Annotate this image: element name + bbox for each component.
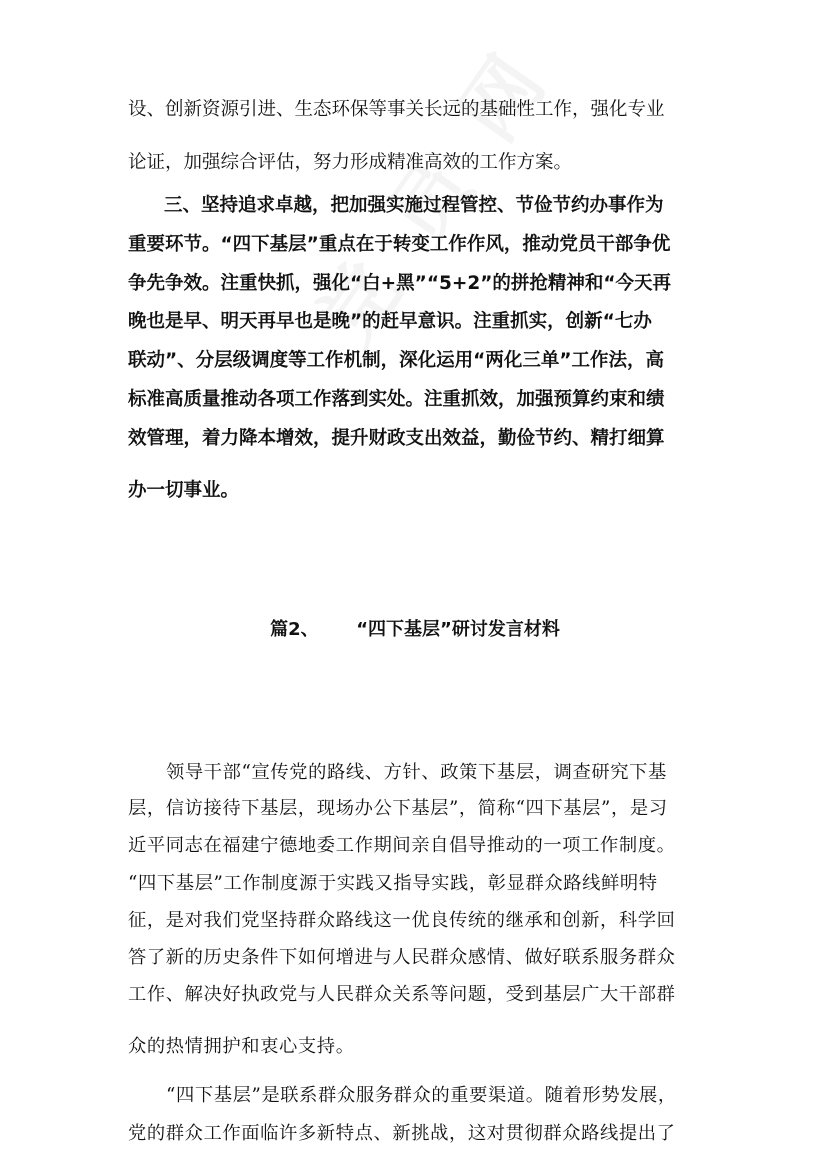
text-line: 答了新的历史条件下如何增进与人民群众感情、做好联系服务群众 — [128, 947, 676, 968]
text-line: 工作、解决好执政党与人民群众关系等问题，受到基层广大干部群 — [128, 984, 676, 1005]
text-line: 征，是对我们党坚持群众路线这一优良传统的继承和创新，科学回 — [128, 910, 676, 931]
text-line: 近平同志在福建宁德地委工作期间亲自倡导推动的一项工作制度。 — [128, 835, 676, 856]
text-line: 党的群众工作面临许多新特点、新挑战，这对贯彻群众路线提出了 — [128, 1123, 676, 1144]
section-heading: 三、坚持追求卓越，把加强实施过程管控、节俭节约办事作为 — [164, 195, 664, 216]
text-line: 层，信访接待下基层，现场办公下基层”，简称“四下基层”，是习 — [128, 798, 668, 819]
text-line: “四下基层”是联系群众服务群众的重要渠道。随着形势发展， — [166, 1085, 677, 1106]
text-line: “四下基层”工作制度源于实践又指导实践，彰显群众路线鲜明特 — [128, 873, 658, 894]
text-line: 晚也是早、明天再早也是晚”的赶早意识。注重抓实，创新“七办 — [128, 311, 652, 332]
text-line: 众的热情拥护和衷心支持。 — [128, 1036, 355, 1057]
text-line: 重要环节。“四下基层”重点在于转变工作作风，推动党员干部争优 — [128, 234, 671, 255]
text-line: 领导干部“宣传党的路线、方针、政策下基层，调查研究下基 — [166, 762, 667, 783]
text-line: 论证，加强综合评估，努力形成精准高效的工作方案。 — [128, 152, 573, 173]
text-line: 标准高质量推动各项工作落到实处。注重抓效，加强预算约束和绩 — [128, 389, 665, 410]
text-line: 办一切事业。 — [128, 480, 240, 501]
text-line: 设、创新资源引进、生态环保等事关长远的基础性工作，强化专业 — [128, 99, 665, 120]
article-title: 篇2、 “四下基层”研讨发言材料 — [270, 619, 560, 640]
text-line: 联动”、分层级调度等工作机制，深化运用“两化三单”工作法，高 — [128, 350, 664, 371]
text-line: 效管理，着力降本增效，提升财政支出效益，勤俭节约、精打细算 — [128, 428, 665, 449]
text-line: 争先争效。注重快抓，强化“白+黑”“5+2”的拼抢精神和“今天再 — [128, 273, 672, 294]
